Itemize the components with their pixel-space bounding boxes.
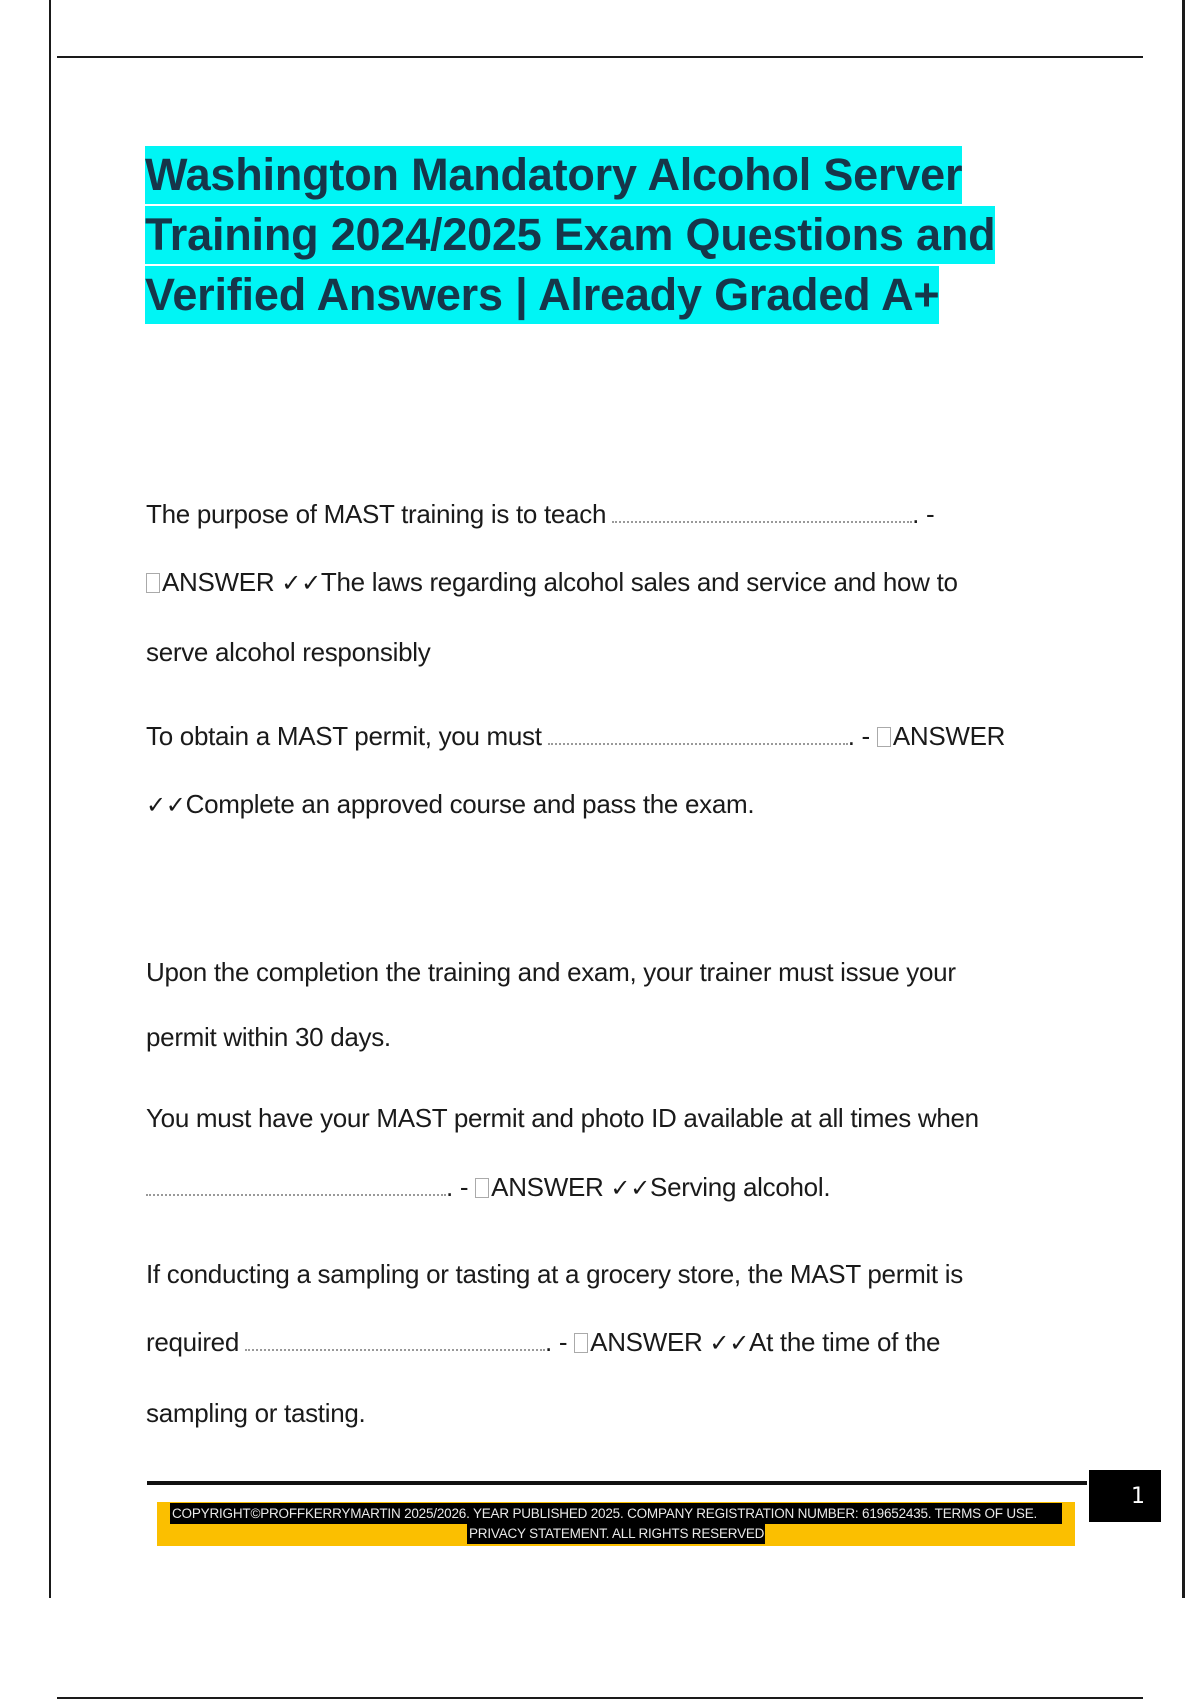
question-2-line-1 [146,720,1005,752]
double-check-icon: ✓✓ [146,791,186,819]
separator: . - [545,1327,568,1357]
title-line-1: Washington Mandatory Alcohol Server [145,146,962,204]
question-text: You must have your MAST permit and photo ID available at all times when [146,1103,979,1133]
copyright-text-line-1: COPYRIGHT©PROFFKERRYMARTIN 2025/2026. YEAR PUBLISHED 2025. COMPANY REGISTRATION NUMBER: 619652435. TERMS OF USE. [170,1503,1062,1524]
answer-1-line-1 [146,566,958,599]
missing-glyph-box-icon [574,1333,588,1353]
page-border-right [1182,0,1185,1598]
fill-in-blank [146,1172,446,1196]
question-text: To obtain a MAST permit, you must [146,721,542,751]
answer-label: ANSWER [590,1327,703,1357]
fill-in-blank [612,499,912,523]
title-line-3: Verified Answers | Already Graded A+ [145,266,939,324]
missing-glyph-box-icon [146,573,160,593]
answer-text: The laws regarding alcohol sales and service and how to [320,567,958,597]
statement-text: permit within 30 days. [146,1022,391,1052]
separator: . - [847,721,870,751]
answer-text: Complete an approved course and pass the exam. [185,789,755,819]
question-5-line-1 [146,1258,963,1290]
statement-text: Upon the completion the training and exam, your trainer must issue your [146,957,956,987]
separator: . - [446,1172,469,1202]
fill-in-blank [548,721,848,745]
question-5-line-2 [146,1326,940,1359]
title-line-2: Training 2024/2025 Exam Questions and [145,206,995,264]
answer-label: ANSWER [162,567,275,597]
answer-label: ANSWER [892,721,1006,751]
answer-1-line-2 [146,636,430,668]
fill-in-blank [245,1327,545,1351]
answer-text: serve alcohol responsibly [146,637,431,667]
next-page-header-rule [57,1697,1143,1699]
answer-5-line-2 [146,1397,365,1429]
answer-2-line-1 [146,788,754,821]
footer-rule [147,1481,1087,1485]
statement-line-1 [146,956,956,988]
question-1-line-1 [146,498,934,530]
copyright-text-line-2: PRIVACY STATEMENT. ALL RIGHTS RESERVED [467,1524,765,1544]
page-number: 1 [1089,1470,1161,1522]
question-text: If conducting a sampling or tasting at a grocery store, the MAST permit is [146,1259,963,1289]
question-text: required [146,1327,239,1357]
question-4-line-2 [146,1171,830,1204]
answer-text: sampling or tasting. [146,1398,366,1428]
double-check-icon: ✓✓ [709,1329,750,1357]
answer-text: Serving alcohol. [650,1172,831,1202]
double-check-icon: ✓✓ [610,1174,651,1202]
question-4-line-1 [146,1102,979,1134]
double-check-icon: ✓✓ [281,569,321,597]
page-border-left [49,0,51,1598]
answer-text: At the time of the [749,1327,941,1357]
answer-label: ANSWER [491,1172,604,1202]
missing-glyph-box-icon [877,727,891,747]
statement-line-2 [146,1021,391,1053]
missing-glyph-box-icon [475,1178,489,1198]
header-rule [57,56,1143,58]
question-text: The purpose of MAST training is to teach [146,499,607,529]
separator: . - [912,499,935,529]
document-title [145,146,1105,326]
